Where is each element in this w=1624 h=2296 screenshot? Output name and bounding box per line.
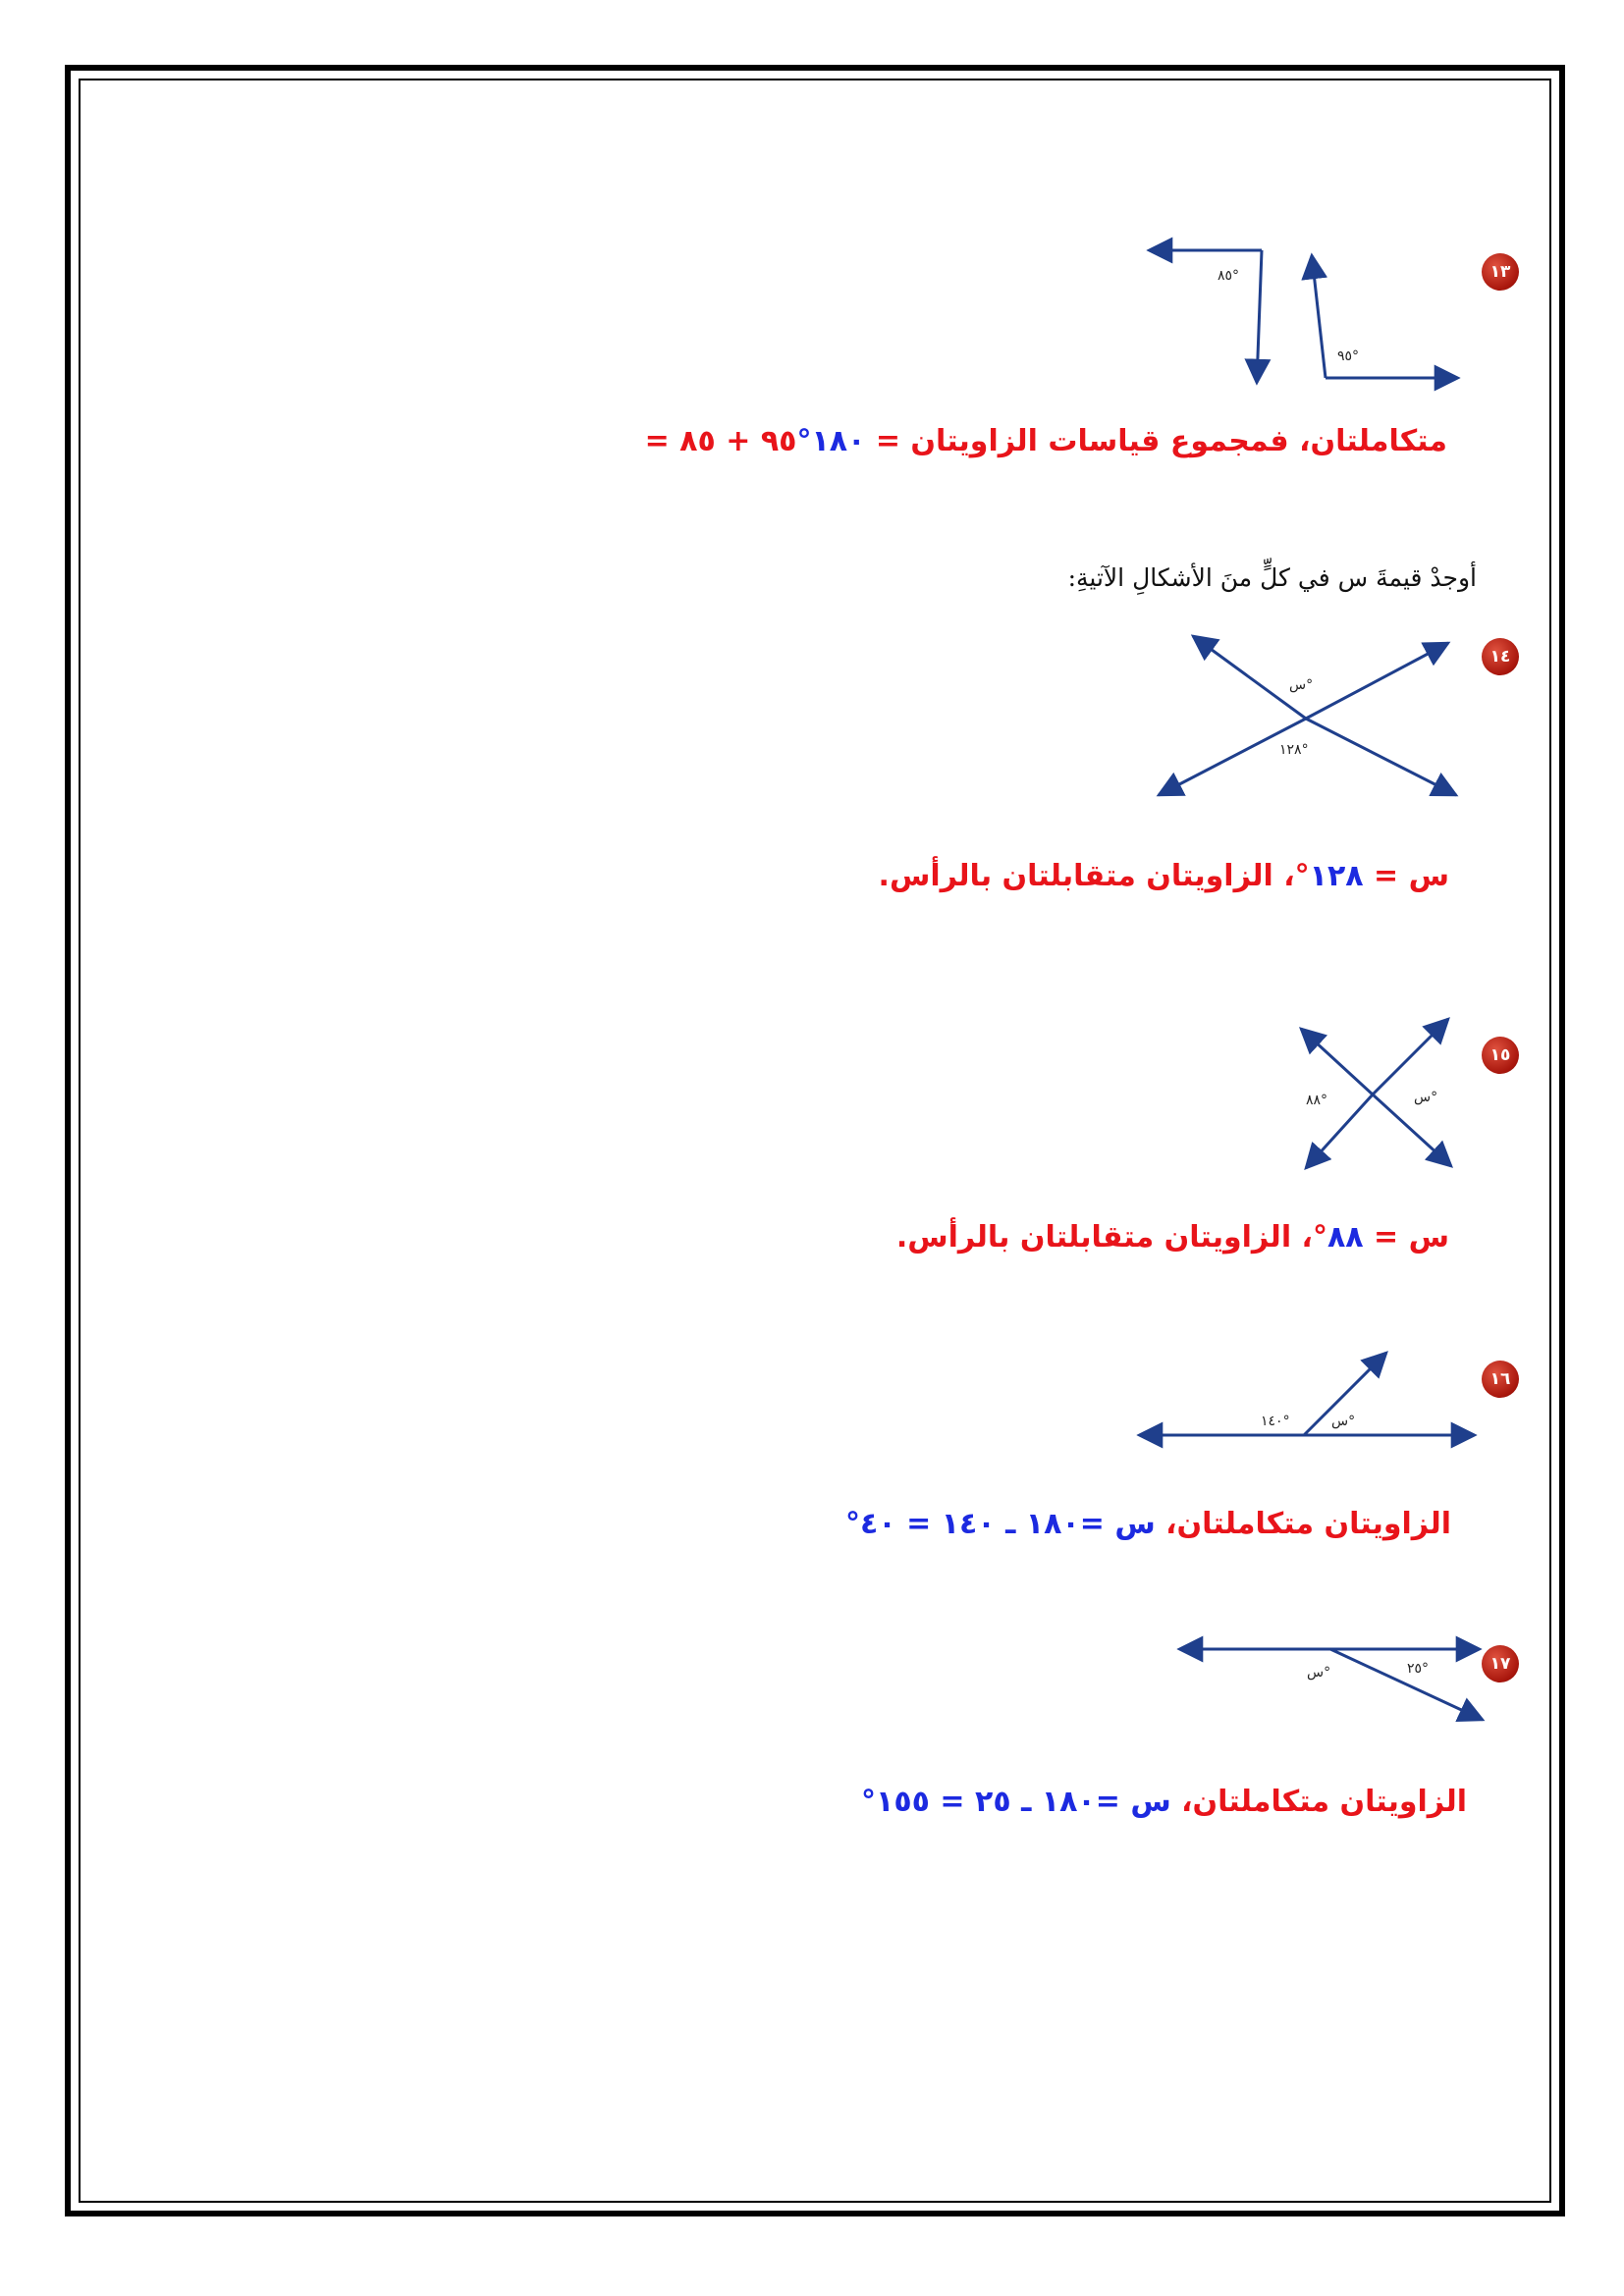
p17-answer-text-1: الزاويتان متكاملتان،: [1170, 1785, 1467, 1819]
p14-angle-label-x: س°: [1289, 677, 1314, 693]
p13-ray-up: [1312, 255, 1326, 378]
p17-ray: [1330, 1649, 1483, 1720]
p15-answer-text-1: س =: [1363, 1220, 1449, 1255]
p14-line-1-b: [1306, 719, 1456, 795]
problem-15-figure: [1276, 1011, 1473, 1183]
p15-line-1-a: [1373, 1019, 1448, 1095]
problem-13-number-badge: ١٣: [1482, 253, 1519, 291]
problem-16-number-badge: ١٦: [1482, 1361, 1519, 1398]
problem-14-answer: [879, 859, 1449, 893]
p16-answer-value: س =١٨٠ ـ ١٤٠ = ٤٠°: [845, 1507, 1156, 1541]
p15-line-2-b: [1373, 1095, 1451, 1166]
problem-15-answer: [896, 1220, 1449, 1255]
p13-answer-value: ١٨٠°: [796, 424, 866, 458]
problem-17-figure: [1173, 1629, 1488, 1728]
problem-16-figure: [1129, 1345, 1483, 1453]
p16-angle-label-x: س°: [1331, 1414, 1356, 1429]
problem-17-answer: [861, 1785, 1467, 1819]
problem-14-number-badge: ١٤: [1482, 638, 1519, 675]
p13-angle-label-85: ٨٥°: [1218, 268, 1240, 284]
p16-answer-text-1: الزاويتان متكاملتان،: [1155, 1507, 1451, 1541]
p14-answer-value: ١٢٨: [1309, 859, 1364, 893]
p14-line-2-a: [1306, 643, 1448, 719]
p17-answer-value: س =١٨٠ ـ ٢٥ = ١٥٥°: [861, 1785, 1171, 1819]
p13-answer-text-2: ٩٥ + ٨٥ =: [644, 424, 797, 458]
p14-answer-text-2: °، الزاويتان متقابلتان بالرأس.: [878, 859, 1310, 893]
problem-15-number-badge: ١٥: [1482, 1037, 1519, 1074]
p16-angle-label-140: ١٤٠°: [1261, 1414, 1290, 1429]
p14-answer-text-1: س =: [1363, 859, 1449, 893]
problem-13-figure: [1119, 236, 1473, 402]
p15-angle-label-x: س°: [1414, 1090, 1438, 1105]
problem-16-answer: [845, 1507, 1451, 1541]
p13-answer-text-1: متكاملتان، فمجموع قياسات الزاويتان =: [865, 424, 1447, 458]
problem-17-number-badge: ١٧: [1482, 1645, 1519, 1682]
p15-line-2-a: [1301, 1029, 1373, 1095]
section-instruction: أوجدْ قيمةَ س في كلٍّ منَ الأشكالِ الآتيةِ:: [1067, 563, 1477, 592]
problem-14-figure: [1144, 628, 1478, 815]
p14-angle-label-128: ١٢٨°: [1279, 742, 1309, 758]
p17-angle-label-25: ٢٥°: [1407, 1661, 1430, 1677]
p15-angle-label-88: ٨٨°: [1306, 1093, 1328, 1108]
p13-angle-label-95: ٩٥°: [1337, 348, 1360, 364]
p17-angle-label-x: س°: [1307, 1665, 1331, 1681]
p15-answer-text-2: °، الزاويتان متقابلتان بالرأس.: [895, 1220, 1327, 1255]
p15-answer-value: ٨٨: [1326, 1220, 1364, 1255]
problem-13-answer: [645, 424, 1447, 458]
p13-ray-down: [1257, 250, 1262, 383]
